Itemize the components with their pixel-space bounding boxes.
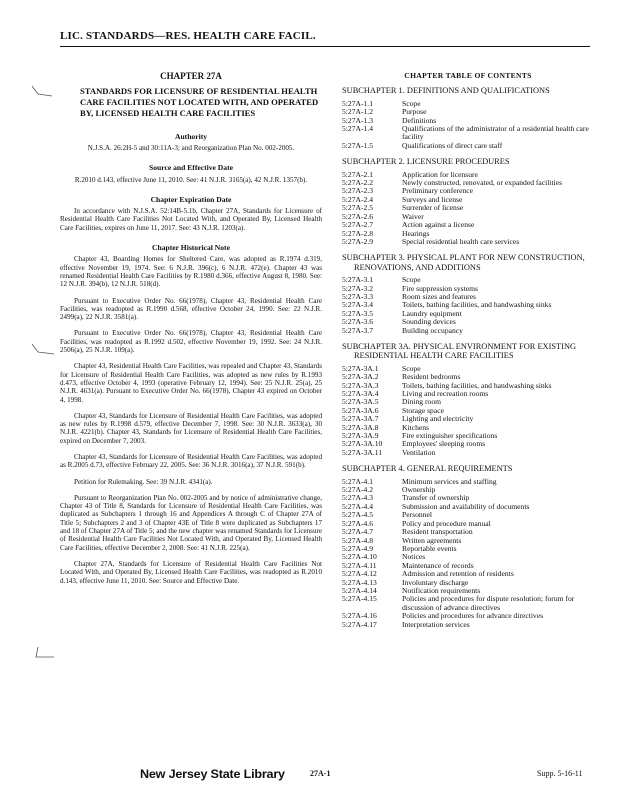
- toc-entry-number: 5:27A-4.1: [342, 476, 374, 486]
- toc-entry-title: Admission and retention of residents: [402, 569, 514, 579]
- toc-entry-title: Storage space: [402, 405, 444, 415]
- toc-entry: [342, 187, 594, 195]
- margin-mark: [30, 340, 60, 360]
- header-rule: [60, 46, 590, 47]
- toc-entry: [342, 390, 594, 398]
- margin-mark: [30, 645, 60, 665]
- toc-entry-title: Waiver: [402, 211, 424, 221]
- toc-entry-title: Surveys and license: [402, 194, 463, 204]
- toc-entry-number: 5:27A-4.8: [342, 535, 374, 545]
- toc-entry: [342, 196, 594, 204]
- toc-entry-title: Minimum services and staffing: [402, 476, 497, 486]
- toc-entry-title: Application for licensure: [402, 169, 478, 179]
- toc-entry-number: 5:27A-2.9: [342, 236, 374, 246]
- page-number: 27A-1: [310, 769, 331, 778]
- toc-entry-title: Submission and availability of documents: [402, 501, 530, 511]
- toc-entry-title: Lighting and electricity: [402, 414, 474, 424]
- toc-entry-title: Personnel: [402, 510, 432, 520]
- subchapter-heading: SUBCHAPTER 3. PHYSICAL PLANT FOR NEW CONSTRUCTION, RENOVATIONS, AND ADDITIONS: [342, 253, 585, 272]
- toc-entry-number: 5:27A-4.9: [342, 543, 374, 553]
- history-paragraph: Pursuant to Executive Order No. 66(1978), Chapter 43, Residential Health Care Facilities, was readopted as R.1990 d.568, effective October 24, 1990. See: 22 N.J.R. 2499(a), 22 N.J.R. 3581(a).: [60, 296, 322, 322]
- toc-entry: [342, 528, 594, 536]
- toc-entry-number: 5:27A-2.2: [342, 178, 374, 188]
- toc-entry-title: Fire extinguisher specifications: [402, 431, 498, 441]
- toc-entry-number: 5:27A-1.1: [342, 98, 374, 108]
- toc-entry-number: 5:27A-2.4: [342, 194, 374, 204]
- toc-entry-title: Ventilation: [402, 447, 436, 457]
- toc-entry-number: 5:27A-2.1: [342, 169, 374, 179]
- toc-entry-title: Employees' sleeping rooms: [402, 439, 486, 449]
- toc-entry-number: 5:27A-3A.5: [342, 397, 379, 407]
- toc-entry-number: 5:27A-1.3: [342, 115, 374, 125]
- toc-entry: [342, 398, 594, 406]
- source-text: R.2010 d.143, effective June 11, 2010. See: 41 N.J.R. 3165(a), 42 N.J.R. 1357(b).: [74, 175, 308, 184]
- toc-entry-number: 5:27A-1.2: [342, 107, 374, 117]
- toc-entry-title: Toilets, bathing facilities, and handwashing sinks: [402, 300, 552, 310]
- toc-entry-number: 5:27A-4.2: [342, 485, 374, 495]
- toc-entry-title: Dining room: [402, 397, 442, 407]
- toc-entry-title: Written agreements: [402, 535, 462, 545]
- toc-entry-number: 5:27A-4.17: [342, 619, 377, 629]
- chapter-title: STANDARDS FOR LICENSURE OF RESIDENTIAL HEALTH CARE FACILITIES NOT LOCATED WITH, AND OPERATED BY, LICENSED HEALTH CARE FACILITIES: [80, 86, 319, 118]
- toc-entry: [342, 595, 594, 612]
- toc-entry-number: 5:27A-3A.6: [342, 405, 379, 415]
- toc-entry-title: Policy and procedure manual: [402, 518, 491, 528]
- subchapter-heading: SUBCHAPTER 4. GENERAL REQUIREMENTS: [342, 464, 513, 474]
- toc-entry: [342, 365, 594, 373]
- toc-entry-number: 5:27A-4.10: [342, 552, 377, 562]
- toc-entry-number: 5:27A-3A.3: [342, 380, 379, 390]
- toc-entry-title: Notices: [402, 552, 426, 562]
- toc-entry-number: 5:27A-4.7: [342, 527, 374, 537]
- toc-entry-number: 5:27A-2.7: [342, 220, 374, 230]
- toc-entry-number: 5:27A-3.7: [342, 325, 374, 335]
- toc-entry-number: 5:27A-4.16: [342, 611, 377, 621]
- toc-entry-title: Resident transportation: [402, 527, 473, 537]
- toc-entry-title: Kitchens: [402, 422, 429, 432]
- toc-entry-title: Scope: [402, 98, 421, 108]
- authority-heading: Authority: [174, 131, 208, 141]
- history-paragraph: Chapter 43, Standards for Licensure of Residential Health Care Facilities, was adopted as R.2005 d.73, effective February 22, 2005. See: 36 N.J.R. 3016(a), 37 N.J.R. 591(b).: [60, 453, 322, 470]
- toc-entry-number: 5:27A-3.5: [342, 308, 374, 318]
- toc-entry-number: 5:27A-4.5: [342, 510, 374, 520]
- toc-entry: [342, 503, 594, 511]
- toc-title: CHAPTER TABLE OF CONTENTS: [404, 71, 532, 80]
- toc-entry: [342, 478, 594, 486]
- toc-entry-number: 5:27A-3A.8: [342, 422, 379, 432]
- toc-entry-title: Scope: [402, 363, 421, 373]
- toc-entry-title: Interpretation services: [402, 619, 470, 629]
- table-of-contents: [342, 72, 594, 629]
- history-paragraph: Chapter 43, Standards for Licensure of Residential Health Care Facilities, was adopted as new rules by R.1998 d.579, effective December 7, 1998. See: 30 N.J.R. 3633(a), 30 N.J.R. 4221(b). Chapter 43, Standards for Licensure of Residential Health Care Facilities, expired on December 7, 2003.: [60, 411, 322, 445]
- toc-entry-title: Transfer of ownership: [402, 493, 470, 503]
- running-head: LIC. STANDARDS—RES. HEALTH CARE FACIL.: [60, 30, 316, 42]
- toc-entry-title: Hearings: [402, 228, 430, 238]
- toc-entry-title: Newly constructed, renovated, or expanded facilities: [402, 178, 563, 188]
- subchapter-heading: SUBCHAPTER 2. LICENSURE PROCEDURES: [342, 157, 510, 167]
- toc-entry: [342, 327, 594, 335]
- toc-entry-number: 5:27A-3.2: [342, 283, 374, 293]
- history-heading: Chapter Historical Note: [152, 243, 230, 253]
- supplement-date: Supp. 5-16-11: [537, 769, 583, 778]
- subchapter-heading: SUBCHAPTER 1. DEFINITIONS AND QUALIFICATIONS: [342, 86, 550, 96]
- toc-entry-title: Reportable events: [402, 543, 457, 553]
- toc-entry-title: Toilets, bathing facilities, and handwashing sinks: [402, 380, 552, 390]
- toc-entry: [342, 537, 594, 545]
- toc-entry-number: 5:27A-3A.7: [342, 414, 379, 424]
- toc-entry-title: Purpose: [402, 107, 427, 117]
- toc-entry-title: Building occupancy: [402, 325, 463, 335]
- toc-entry-title: Room sizes and features: [402, 291, 477, 301]
- toc-entry-title: Surrender of license: [402, 203, 464, 213]
- toc-entry-title: Policies and procedures for advance directives: [402, 611, 544, 621]
- toc-entry-title: Notification requirements: [402, 585, 481, 595]
- toc-entry-title: Action against a license: [402, 220, 475, 230]
- toc-entry-number: 5:27A-2.3: [342, 186, 374, 196]
- toc-entry-title: Special residential health care services: [402, 236, 520, 246]
- history-paragraph: Chapter 27A, Standards for Licensure of Residential Health Care Facilities Not Located With, and Operated By, Licensed Health Care Facilities, was readopted as R.2010 d.143, effective June 11, 2010. See: Source and Effective Date.: [60, 559, 322, 585]
- toc-entry-title: Policies and procedures for dispute resolution; forum for discussion of advance directives: [402, 594, 575, 612]
- toc-entry-number: 5:27A-3.3: [342, 291, 374, 301]
- toc-entry-title: Ownership: [402, 485, 436, 495]
- toc-entry: [342, 100, 594, 108]
- toc-entry: [342, 108, 594, 116]
- toc-body: [342, 86, 594, 629]
- left-column: [60, 72, 322, 593]
- toc-entry: [342, 142, 594, 150]
- toc-entry-number: 5:27A-3.6: [342, 317, 374, 327]
- toc-entry-number: 5:27A-4.3: [342, 493, 374, 503]
- toc-entry-number: 5:27A-3A.4: [342, 389, 379, 398]
- history-paragraph: Pursuant to Reorganization Plan No. 002-2005 and by notice of administrative change, Chapter 43 of Title 8, Standards for Licensure of Residential Health Care Facilities, was duplicated as Subchapters 1 through 16 and Appendices A through C of Chapter 27A of Title 5; Subchapters 2 and 3 of Chapter 43E of Title 8 were duplicated as Subchapters 17 and 18 of Chapter 27A of Title 5; and the new chapter was renamed Standards for Licensure of Residential Health Care Facilities Not Located With, and Operated By, Licensed Health Care Facilities, effective December 2, 2008. See: 41 N.J.R. 225(a).: [60, 493, 322, 552]
- toc-entry-number: 5:27A-4.14: [342, 585, 377, 595]
- toc-entry-number: 5:27A-4.6: [342, 518, 374, 528]
- toc-entry-title: Fire suppression systems: [402, 283, 478, 293]
- authority-text: N.J.S.A. 26:2H-5 and 30:11A-3; and Reorganization Plan No. 002-2005.: [87, 143, 295, 152]
- toc-entry-title: Resident bedrooms: [402, 372, 461, 382]
- toc-entry-number: 5:27A-4.12: [342, 569, 377, 579]
- toc-entry-number: 5:27A-2.5: [342, 203, 374, 213]
- toc-entry-title: Preliminary conference: [402, 186, 474, 196]
- toc-entry: [342, 204, 594, 212]
- toc-entry: [342, 621, 594, 629]
- history-paragraph: Chapter 43, Residential Health Care Facilities, was repealed and Chapter 43, Standards for Licensure of Residential Health Care Facilities, was adopted as new rules by R.1993 d.473, effective October 4, 1993 (operative February 12, 1994). See: 25 N.J.R. 25(a), 25 N.J.R. 4631(a). Pursuant to Executive Order No. 66(1978), Chapter 43 expired on October 4, 1998.: [60, 362, 322, 404]
- toc-entry: [342, 310, 594, 318]
- expiration-text: In accordance with N.J.S.A. 52:14B-5.1b, Chapter 27A, Standards for Licensure of Residential Health Care Facilities Not Located With, and Operated By, Licensed Health Care Facilities, expires on June 11, 2017. See: 43 N.J.R. 1203(a).: [60, 207, 322, 232]
- toc-entry-title: Scope: [402, 275, 421, 285]
- toc-entry-title: Qualifications of the administrator of a residential health care facility: [402, 124, 589, 142]
- toc-entry: [342, 238, 594, 246]
- history-paragraph: Petition for Rulemaking. See: 39 N.J.R. 4341(a).: [74, 477, 213, 486]
- toc-entry: [342, 545, 594, 553]
- toc-entry-number: 5:27A-3.4: [342, 300, 374, 310]
- toc-entry: [342, 318, 594, 326]
- toc-entry-number: 5:27A-2.6: [342, 211, 374, 221]
- toc-entry-number: 5:27A-3A.2: [342, 372, 379, 382]
- toc-entry: [342, 125, 594, 142]
- toc-entry-number: 5:27A-4.4: [342, 501, 374, 511]
- toc-entry-title: Sounding devices: [402, 317, 456, 327]
- toc-entry-number: 5:27A-3A.9: [342, 431, 379, 441]
- source-heading: Source and Effective Date: [148, 163, 233, 173]
- history-paragraph: Chapter 43, Boarding Homes for Sheltered Care, was adopted as R.1974 d.319, effective November 19, 1974. See: 6 N.J.R. 396(c), 6 N.J.R. 472(e). Chapter 43 was renamed Residential Health Care Facilities by R.1980 d.366, effective August 8, 1980. See: 12 N.J.R. 394(b), 12 N.J.R. 518(d).: [60, 255, 322, 289]
- toc-entry-title: Maintenance of records: [402, 560, 474, 570]
- toc-entry-number: 5:27A-3A.11: [342, 447, 383, 457]
- toc-entry-number: 5:27A-4.13: [342, 577, 377, 587]
- toc-entry: [342, 221, 594, 229]
- toc-entry-number: 5:27A-3.1: [342, 275, 374, 285]
- expiration-heading: Chapter Expiration Date: [150, 194, 232, 204]
- history-paragraph: Pursuant to Executive Order No. 66(1978), Chapter 43, Residential Health Care Facilities, was readopted as R.1992 d.502, effective November 19, 1992. See: 24 N.J.R. 2506(a), 25 N.J.R. 109(a).: [60, 329, 322, 355]
- toc-entry: [342, 570, 594, 578]
- toc-entry-number: 5:27A-1.4: [342, 124, 374, 134]
- toc-entry-number: 5:27A-2.8: [342, 228, 374, 238]
- toc-entry-number: 5:27A-1.5: [342, 140, 374, 150]
- toc-entry: [342, 301, 594, 309]
- toc-entry-title: Laundry equipment: [402, 308, 462, 318]
- toc-entry-number: 5:27A-3A.1: [342, 363, 379, 373]
- toc-entry-number: 5:27A-4.15: [342, 594, 377, 604]
- toc-entry-title: Living and recreation rooms: [402, 389, 489, 398]
- chapter-number: CHAPTER 27A: [160, 71, 222, 81]
- toc-entry-title: Definitions: [402, 115, 437, 125]
- library-stamp: New Jersey State Library: [140, 767, 285, 781]
- toc-entry-title: Qualifications of direct care staff: [402, 140, 503, 150]
- toc-entry-number: 5:27A-4.11: [342, 560, 377, 570]
- subchapter-heading: SUBCHAPTER 3A. PHYSICAL ENVIRONMENT FOR EXISTING RESIDENTIAL HEALTH CARE FACILITIES: [342, 341, 577, 361]
- toc-entry-number: 5:27A-3A.10: [342, 439, 383, 449]
- toc-entry: [342, 449, 594, 457]
- margin-mark: [30, 82, 60, 102]
- toc-entry-title: Involuntary discharge: [402, 577, 469, 587]
- toc-entry: [342, 415, 594, 423]
